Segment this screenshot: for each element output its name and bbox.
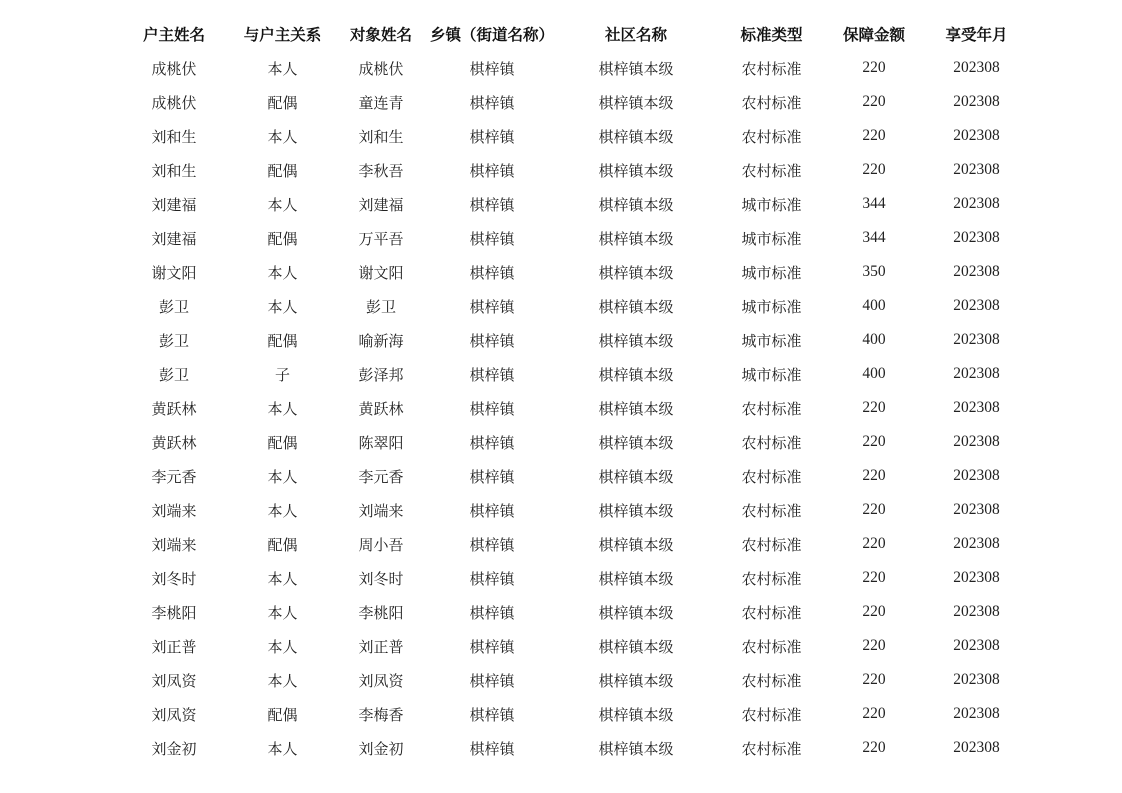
month-cell: 202308 (953, 433, 1000, 450)
standard-type-cell: 农村标准 (741, 433, 802, 452)
relationship-cell: 配偶 (267, 93, 298, 112)
community-cell: 棋梓镇本级 (598, 603, 674, 622)
header-row (118, 17, 1033, 51)
community-cell: 棋梓镇本级 (598, 433, 674, 452)
community-cell: 棋梓镇本级 (598, 59, 674, 78)
relationship-cell: 本人 (267, 603, 298, 622)
relationship-cell: 配偶 (267, 331, 298, 350)
standard-type-cell: 农村标准 (741, 59, 802, 78)
table-row (118, 391, 1033, 425)
relationship-cell: 本人 (267, 569, 298, 588)
recipient-name-cell: 周小吾 (358, 535, 404, 554)
amount-cell: 344 (862, 195, 886, 212)
recipient-name-cell: 李桃阳 (358, 603, 404, 622)
relationship-cell: 本人 (267, 297, 298, 316)
month-cell: 202308 (953, 263, 1000, 280)
relationship-cell: 本人 (267, 739, 298, 758)
standard-type-cell: 城市标准 (741, 297, 802, 316)
standard-type-cell: 城市标准 (741, 195, 802, 214)
standard-type-cell: 城市标准 (741, 365, 802, 384)
recipient-name-cell: 万平吾 (358, 229, 404, 248)
header-recipient-name: 对象姓名 (349, 26, 412, 44)
month-cell: 202308 (953, 467, 1000, 484)
table-row (118, 119, 1033, 153)
recipient-name-cell: 童连青 (358, 93, 404, 112)
recipient-name-cell: 刘和生 (358, 127, 404, 146)
header-amount: 保障金额 (842, 26, 905, 44)
standard-type-cell: 农村标准 (741, 535, 802, 554)
standard-type-cell: 农村标准 (741, 603, 802, 622)
table-row (118, 493, 1033, 527)
community-cell: 棋梓镇本级 (598, 705, 674, 724)
household-head-name-cell: 李桃阳 (151, 603, 197, 622)
table-row (118, 425, 1033, 459)
relationship-cell: 子 (274, 365, 290, 384)
relationship-cell: 本人 (267, 263, 298, 282)
month-cell: 202308 (953, 501, 1000, 518)
standard-type-cell: 农村标准 (741, 739, 802, 758)
month-cell: 202308 (953, 161, 1000, 178)
community-cell: 棋梓镇本级 (598, 467, 674, 486)
township-cell: 棋梓镇 (469, 59, 515, 78)
table-row (118, 561, 1033, 595)
township-cell: 棋梓镇 (469, 671, 515, 690)
recipient-name-cell: 李秋吾 (358, 161, 404, 180)
month-cell: 202308 (953, 603, 1000, 620)
standard-type-cell: 农村标准 (741, 93, 802, 112)
household-head-name-cell: 刘和生 (151, 127, 197, 146)
township-cell: 棋梓镇 (469, 467, 515, 486)
township-cell: 棋梓镇 (469, 229, 515, 248)
month-cell: 202308 (953, 331, 1000, 348)
standard-type-cell: 农村标准 (741, 569, 802, 588)
community-cell: 棋梓镇本级 (598, 535, 674, 554)
recipient-name-cell: 刘金初 (358, 739, 404, 758)
amount-cell: 220 (862, 501, 886, 518)
table-row (118, 323, 1033, 357)
table-row (118, 255, 1033, 289)
recipient-name-cell: 喻新海 (358, 331, 404, 350)
table-row (118, 697, 1033, 731)
table-row (118, 629, 1033, 663)
household-head-name-cell: 刘正普 (151, 637, 197, 656)
township-cell: 棋梓镇 (469, 195, 515, 214)
household-head-name-cell: 成桃伏 (151, 59, 197, 78)
relationship-cell: 本人 (267, 127, 298, 146)
recipient-name-cell: 李梅香 (358, 705, 404, 724)
amount-cell: 220 (862, 603, 886, 620)
header-month: 享受年月 (945, 26, 1008, 44)
table-row (118, 85, 1033, 119)
relationship-cell: 本人 (267, 671, 298, 690)
township-cell: 棋梓镇 (469, 365, 515, 384)
header-relationship: 与户主关系 (243, 26, 322, 44)
amount-cell: 220 (862, 433, 886, 450)
recipient-name-cell: 李元香 (358, 467, 404, 486)
recipient-name-cell: 刘端来 (358, 501, 404, 520)
township-cell: 棋梓镇 (469, 739, 515, 758)
community-cell: 棋梓镇本级 (598, 195, 674, 214)
household-head-name-cell: 黄跃林 (151, 399, 197, 418)
month-cell: 202308 (953, 59, 1000, 76)
community-cell: 棋梓镇本级 (598, 161, 674, 180)
standard-type-cell: 城市标准 (741, 229, 802, 248)
household-head-name-cell: 刘和生 (151, 161, 197, 180)
standard-type-cell: 城市标准 (741, 263, 802, 282)
township-cell: 棋梓镇 (469, 263, 515, 282)
household-head-name-cell: 彭卫 (158, 365, 189, 384)
household-head-name-cell: 李元香 (151, 467, 197, 486)
recipient-name-cell: 彭卫 (365, 297, 396, 316)
relationship-cell: 配偶 (267, 705, 298, 724)
table-row (118, 731, 1033, 765)
township-cell: 棋梓镇 (469, 501, 515, 520)
recipient-name-cell: 谢文阳 (358, 263, 404, 282)
community-cell: 棋梓镇本级 (598, 331, 674, 350)
standard-type-cell: 农村标准 (741, 399, 802, 418)
community-cell: 棋梓镇本级 (598, 127, 674, 146)
community-cell: 棋梓镇本级 (598, 229, 674, 248)
household-head-name-cell: 刘金初 (151, 739, 197, 758)
household-head-name-cell: 成桃伏 (151, 93, 197, 112)
township-cell: 棋梓镇 (469, 433, 515, 452)
recipient-name-cell: 黄跃林 (358, 399, 404, 418)
table-body (118, 51, 1033, 765)
month-cell: 202308 (953, 569, 1000, 586)
header-township: 乡镇（街道名称） (429, 26, 554, 44)
beneficiary-table (118, 17, 1033, 765)
amount-cell: 220 (862, 59, 886, 76)
amount-cell: 220 (862, 739, 886, 756)
table-row (118, 187, 1033, 221)
community-cell: 棋梓镇本级 (598, 671, 674, 690)
recipient-name-cell: 刘冬时 (358, 569, 404, 588)
community-cell: 棋梓镇本级 (598, 399, 674, 418)
month-cell: 202308 (953, 705, 1000, 722)
table-row (118, 289, 1033, 323)
month-cell: 202308 (953, 365, 1000, 382)
community-cell: 棋梓镇本级 (598, 263, 674, 282)
month-cell: 202308 (953, 195, 1000, 212)
header-community: 社区名称 (604, 26, 667, 44)
recipient-name-cell: 成桃伏 (358, 59, 404, 78)
township-cell: 棋梓镇 (469, 161, 515, 180)
community-cell: 棋梓镇本级 (598, 637, 674, 656)
month-cell: 202308 (953, 739, 1000, 756)
standard-type-cell: 农村标准 (741, 127, 802, 146)
month-cell: 202308 (953, 535, 1000, 552)
township-cell: 棋梓镇 (469, 705, 515, 724)
standard-type-cell: 农村标准 (741, 161, 802, 180)
amount-cell: 220 (862, 535, 886, 552)
standard-type-cell: 农村标准 (741, 705, 802, 724)
amount-cell: 220 (862, 671, 886, 688)
community-cell: 棋梓镇本级 (598, 569, 674, 588)
month-cell: 202308 (953, 671, 1000, 688)
township-cell: 棋梓镇 (469, 93, 515, 112)
amount-cell: 220 (862, 399, 886, 416)
amount-cell: 350 (862, 263, 886, 280)
relationship-cell: 本人 (267, 637, 298, 656)
recipient-name-cell: 刘正普 (358, 637, 404, 656)
relationship-cell: 配偶 (267, 535, 298, 554)
table-row (118, 595, 1033, 629)
relationship-cell: 本人 (267, 195, 298, 214)
amount-cell: 400 (862, 331, 886, 348)
amount-cell: 400 (862, 297, 886, 314)
household-head-name-cell: 刘端来 (151, 535, 197, 554)
township-cell: 棋梓镇 (469, 569, 515, 588)
relationship-cell: 配偶 (267, 433, 298, 452)
month-cell: 202308 (953, 93, 1000, 110)
recipient-name-cell: 刘凤资 (358, 671, 404, 690)
township-cell: 棋梓镇 (469, 399, 515, 418)
month-cell: 202308 (953, 399, 1000, 416)
relationship-cell: 本人 (267, 467, 298, 486)
table-header (118, 17, 1033, 51)
township-cell: 棋梓镇 (469, 297, 515, 316)
header-household-head-name: 户主姓名 (142, 26, 205, 44)
relationship-cell: 本人 (267, 501, 298, 520)
amount-cell: 220 (862, 127, 886, 144)
township-cell: 棋梓镇 (469, 603, 515, 622)
amount-cell: 220 (862, 93, 886, 110)
household-head-name-cell: 刘冬时 (151, 569, 197, 588)
standard-type-cell: 农村标准 (741, 637, 802, 656)
relationship-cell: 本人 (267, 59, 298, 78)
standard-type-cell: 农村标准 (741, 467, 802, 486)
community-cell: 棋梓镇本级 (598, 93, 674, 112)
table-row (118, 663, 1033, 697)
recipient-name-cell: 彭泽邦 (358, 365, 404, 384)
amount-cell: 220 (862, 467, 886, 484)
household-head-name-cell: 黄跃林 (151, 433, 197, 452)
standard-type-cell: 农村标准 (741, 671, 802, 690)
standard-type-cell: 城市标准 (741, 331, 802, 350)
amount-cell: 220 (862, 569, 886, 586)
header-standard-type: 标准类型 (740, 26, 803, 44)
household-head-name-cell: 刘端来 (151, 501, 197, 520)
household-head-name-cell: 刘建福 (151, 229, 197, 248)
household-head-name-cell: 彭卫 (158, 297, 189, 316)
township-cell: 棋梓镇 (469, 127, 515, 146)
standard-type-cell: 农村标准 (741, 501, 802, 520)
amount-cell: 344 (862, 229, 886, 246)
amount-cell: 220 (862, 705, 886, 722)
household-head-name-cell: 刘凤资 (151, 671, 197, 690)
recipient-name-cell: 刘建福 (358, 195, 404, 214)
household-head-name-cell: 刘凤资 (151, 705, 197, 724)
household-head-name-cell: 彭卫 (158, 331, 189, 350)
community-cell: 棋梓镇本级 (598, 501, 674, 520)
month-cell: 202308 (953, 127, 1000, 144)
amount-cell: 220 (862, 161, 886, 178)
community-cell: 棋梓镇本级 (598, 365, 674, 384)
month-cell: 202308 (953, 297, 1000, 314)
table-row (118, 221, 1033, 255)
household-head-name-cell: 刘建福 (151, 195, 197, 214)
household-head-name-cell: 谢文阳 (151, 263, 197, 282)
table-row (118, 153, 1033, 187)
relationship-cell: 配偶 (267, 161, 298, 180)
relationship-cell: 本人 (267, 399, 298, 418)
table-row (118, 459, 1033, 493)
township-cell: 棋梓镇 (469, 535, 515, 554)
amount-cell: 220 (862, 637, 886, 654)
month-cell: 202308 (953, 637, 1000, 654)
community-cell: 棋梓镇本级 (598, 739, 674, 758)
month-cell: 202308 (953, 229, 1000, 246)
table-row (118, 51, 1033, 85)
relationship-cell: 配偶 (267, 229, 298, 248)
township-cell: 棋梓镇 (469, 331, 515, 350)
recipient-name-cell: 陈翠阳 (358, 433, 404, 452)
amount-cell: 400 (862, 365, 886, 382)
table-row (118, 357, 1033, 391)
table-row (118, 527, 1033, 561)
community-cell: 棋梓镇本级 (598, 297, 674, 316)
township-cell: 棋梓镇 (469, 637, 515, 656)
